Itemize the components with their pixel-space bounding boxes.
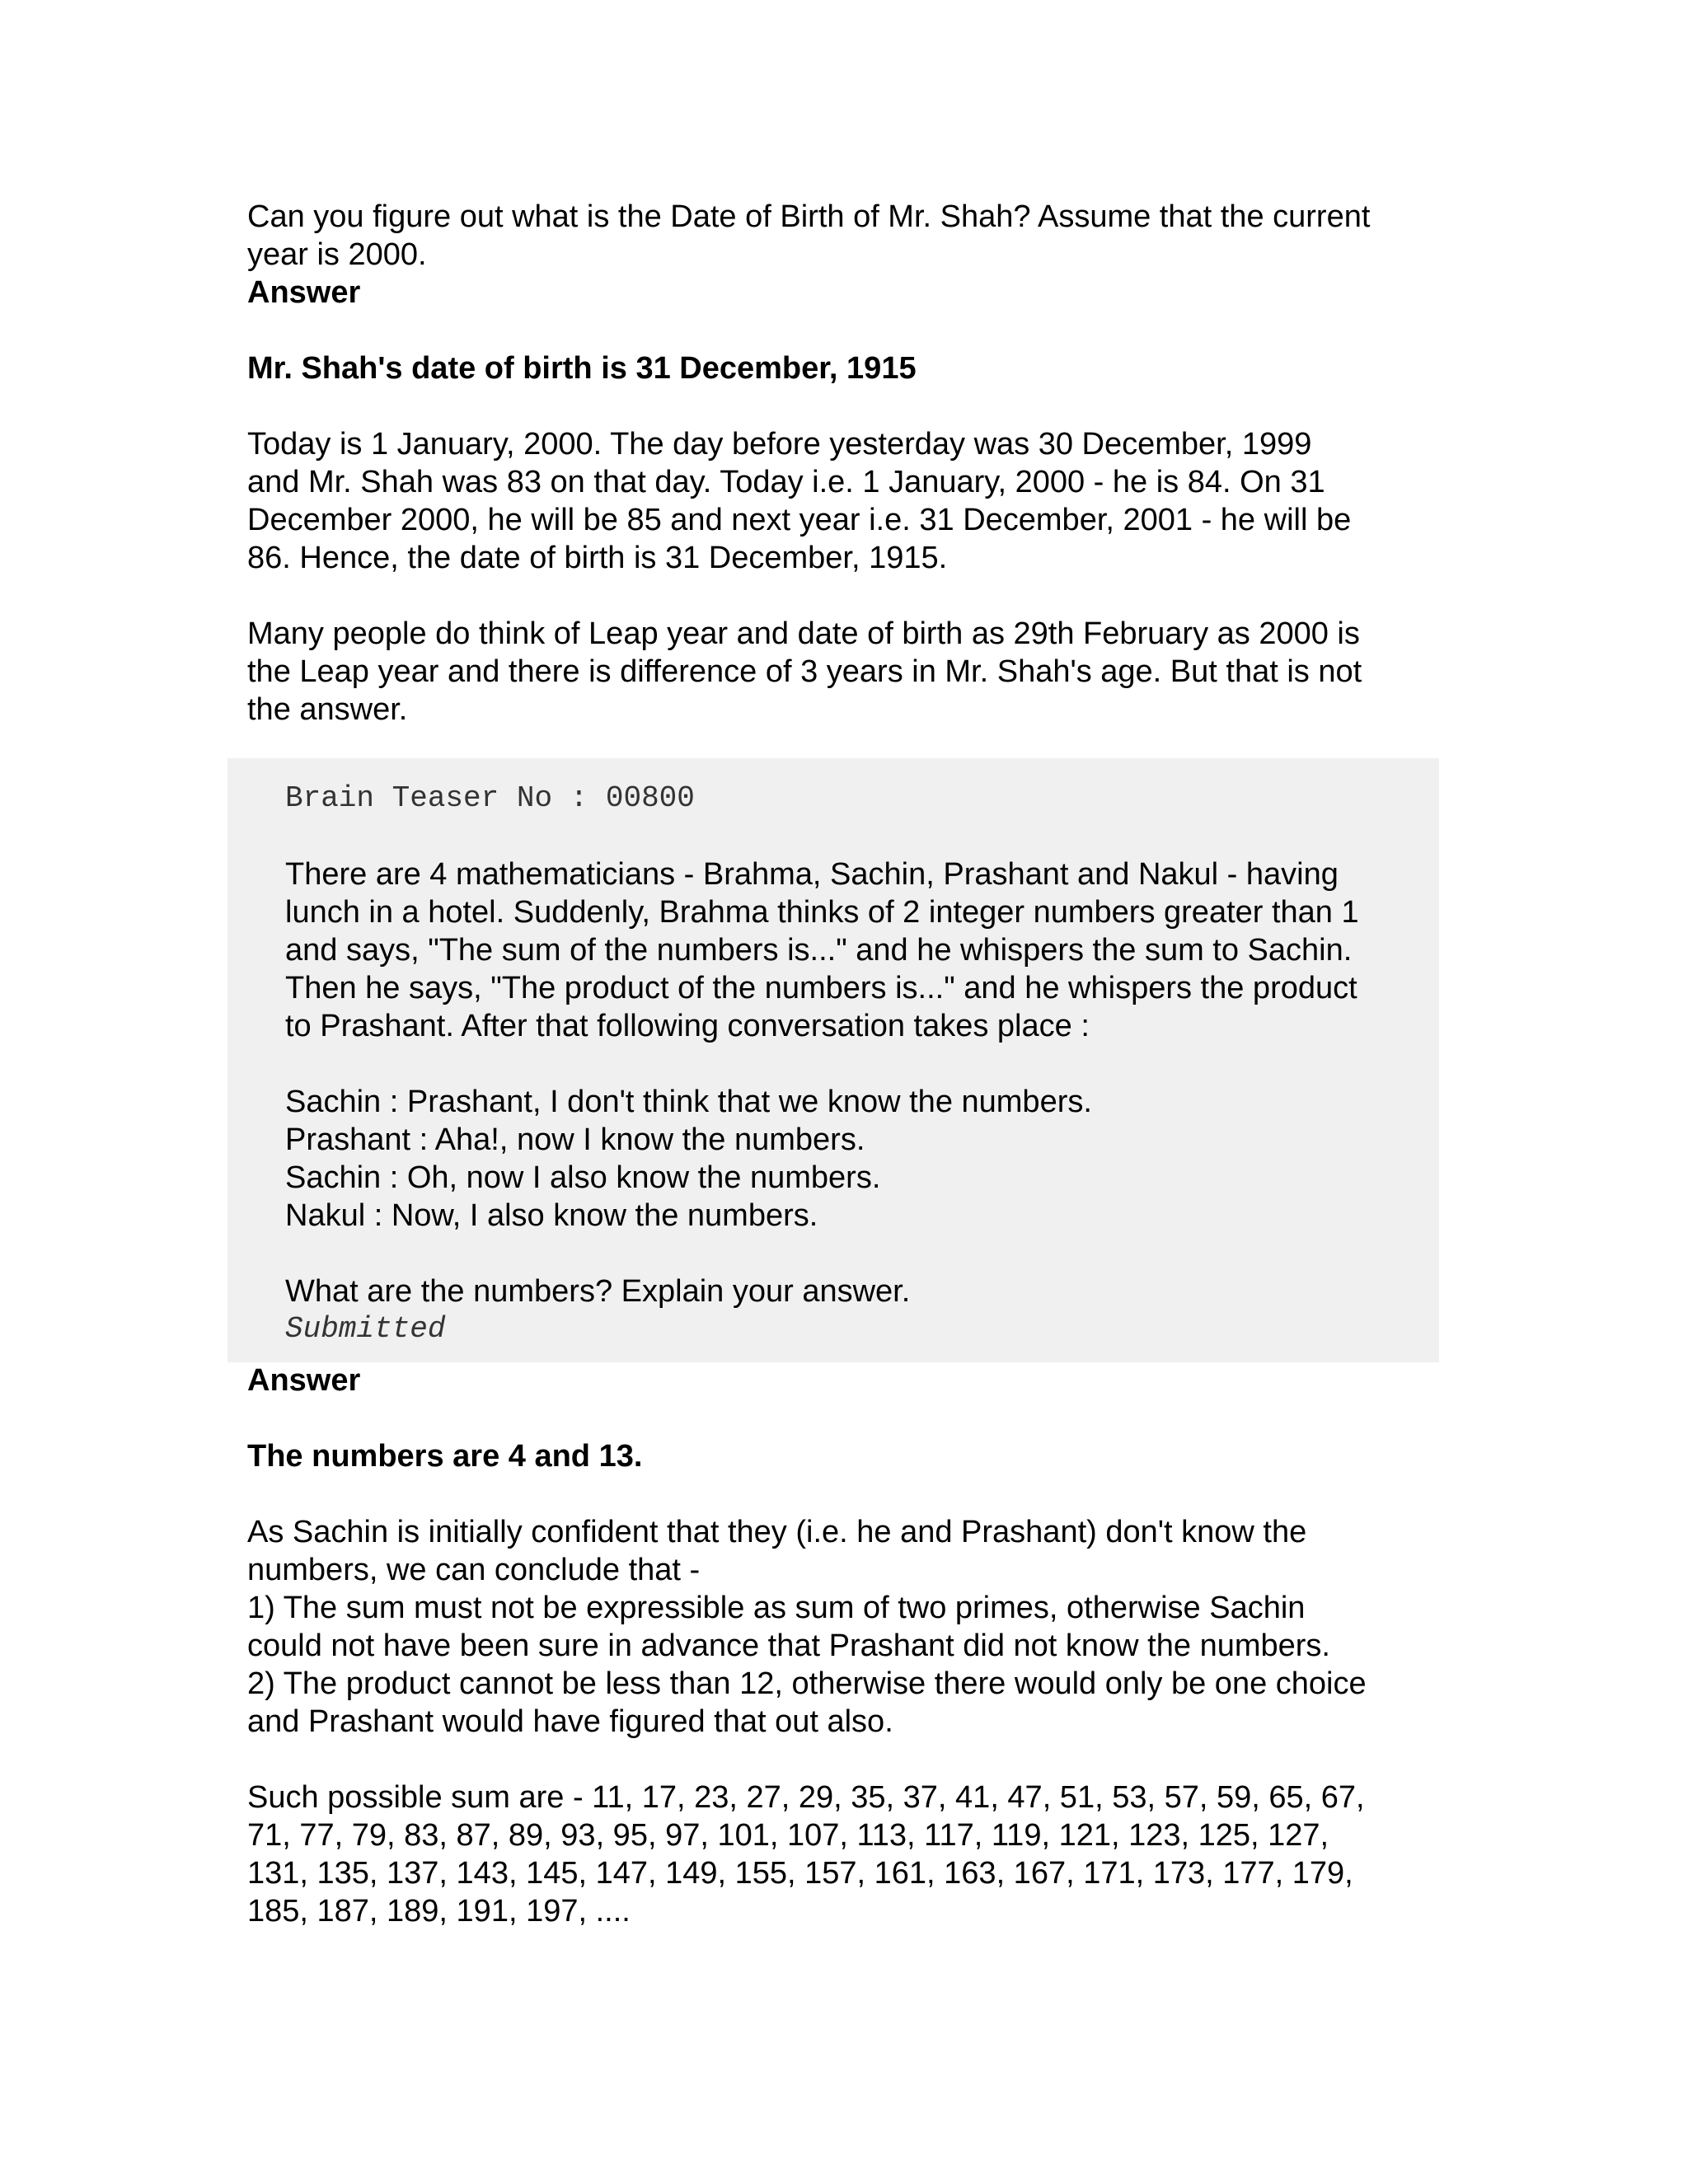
intro-section [247,198,1459,729]
answer-heading: Mr. Shah's date of birth is 31 December, 1915 [247,351,917,386]
teaser-question: What are the numbers? Explain your answer. [285,1274,911,1309]
submitted-label: Submitted [285,1312,446,1346]
explanation-paragraph [247,425,1459,577]
sums-line: Such possible sum are - 11, 17, 23, 27, 29, 35, 37, 41, 47, 51, 53, 57, 59, 65, 67, [247,1780,1365,1815]
spacer [247,1741,1459,1779]
teaser-problem [285,855,1431,1045]
reasoning-line: 1) The sum must not be expressible as sum of two primes, otherwise Sachin [247,1591,1306,1625]
problem-line: Then he says, "The product of the numbers is..." and he whispers the product [285,971,1357,1005]
question-text [247,198,1459,274]
answer-label: Answer [247,1363,361,1398]
spacer [285,1235,1431,1272]
note-line: Many people do think of Leap year and date of birth as 29th February as 2000 is [247,616,1360,651]
question-line: year is 2000. [247,237,427,272]
answer-heading: The numbers are 4 and 13. [247,1439,643,1474]
explanation-line: 86. Hence, the date of birth is 31 December, 1915. [247,541,948,575]
explanation-line: Today is 1 January, 2000. The day before yesterday was 30 December, 1999 [247,427,1312,462]
reasoning-paragraph [247,1513,1459,1741]
teaser-content [285,780,1431,1348]
problem-line: lunch in a hotel. Suddenly, Brahma thinks of 2 integer numbers greater than 1 [285,895,1359,930]
problem-line: There are 4 mathematicians - Brahma, Sachin, Prashant and Nakul - having [285,857,1339,892]
spacer [247,1399,1459,1437]
spacer [285,818,1431,855]
spacer [247,312,1459,349]
problem-line: to Prashant. After that following conversation takes place : [285,1009,1090,1043]
reasoning-line: 2) The product cannot be less than 12, otherwise there would only be one choice [247,1666,1367,1701]
sums-paragraph [247,1779,1459,1930]
teaser-dialogue [285,1083,1431,1235]
reasoning-line: As Sachin is initially confident that they (i.e. he and Prashant) don't know the [247,1515,1307,1549]
spacer [247,577,1459,615]
answer-section [247,1361,1459,1930]
question-line: Can you figure out what is the Date of Birth of Mr. Shah? Assume that the current [247,199,1371,234]
explanation-line: December 2000, he will be 85 and next year i.e. 31 December, 2001 - he will be [247,503,1352,537]
sums-line: 185, 187, 189, 191, 197, .... [247,1894,631,1929]
sums-line: 71, 77, 79, 83, 87, 89, 93, 95, 97, 101, 107, 113, 117, 119, 121, 123, 125, 127, [247,1818,1329,1853]
answer-label: Answer [247,275,361,310]
teaser-number: Brain Teaser No : 00800 [285,781,695,815]
dialogue-line: Nakul : Now, I also know the numbers. [285,1198,818,1233]
note-line: the Leap year and there is difference of 3 years in Mr. Shah's age. But that is not [247,654,1362,689]
reasoning-line: numbers, we can conclude that - [247,1553,701,1587]
note-paragraph [247,615,1459,729]
dialogue-line: Sachin : Oh, now I also know the numbers. [285,1160,881,1195]
spacer [247,387,1459,425]
dialogue-line: Sachin : Prashant, I don't think that we know the numbers. [285,1085,1092,1119]
note-line: the answer. [247,692,408,727]
spacer [285,1045,1431,1083]
explanation-line: and Mr. Shah was 83 on that day. Today i.e. 1 January, 2000 - he is 84. On 31 [247,465,1325,499]
dialogue-line: Prashant : Aha!, now I know the numbers. [285,1122,865,1157]
reasoning-line: and Prashant would have figured that out also. [247,1704,893,1739]
spacer [247,1475,1459,1513]
problem-line: and says, "The sum of the numbers is..." and he whispers the sum to Sachin. [285,933,1353,968]
sums-line: 131, 135, 137, 143, 145, 147, 149, 155, 157, 161, 163, 167, 171, 173, 177, 179, [247,1856,1353,1891]
reasoning-line: could not have been sure in advance that Prashant did not know the numbers. [247,1629,1330,1663]
